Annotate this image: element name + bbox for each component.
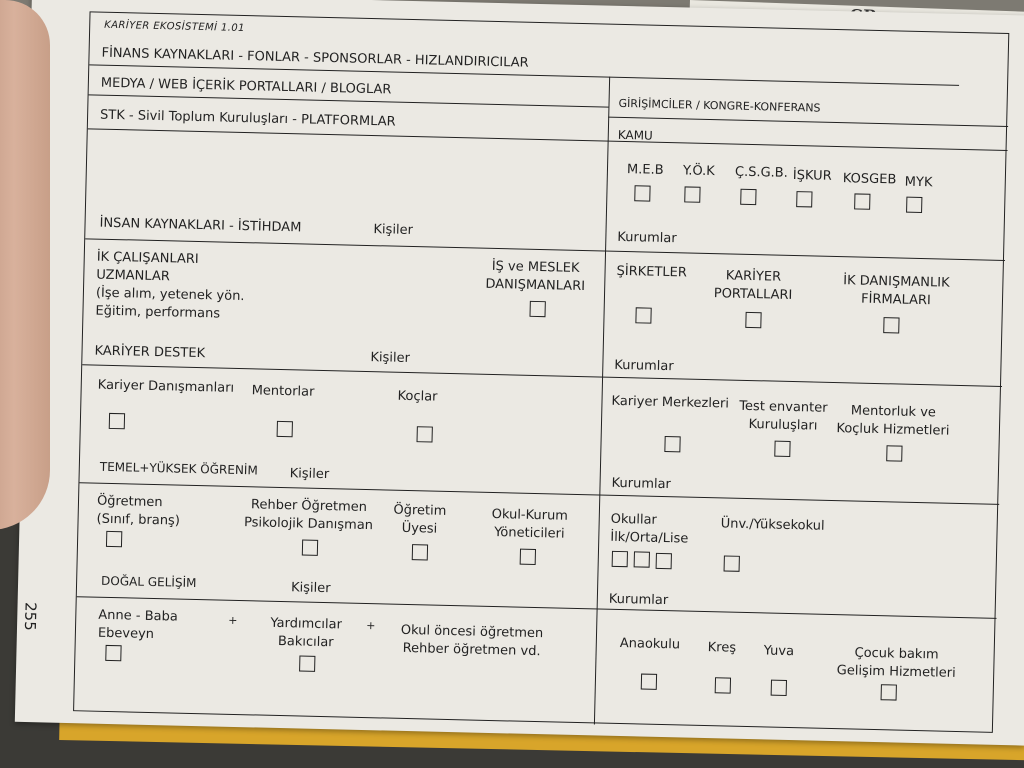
psikolojik-danisman: Psikolojik Danışman xyxy=(243,515,374,534)
checkbox-lise[interactable] xyxy=(656,553,672,569)
is-meslek: İŞ ve MESLEK xyxy=(491,258,580,276)
kamu-csgb: Ç.S.G.B. xyxy=(734,164,788,181)
label-kisiler: Kişiler xyxy=(289,466,330,483)
checkbox-kariyer-portallari[interactable] xyxy=(745,312,761,328)
checkbox-mentorlar[interactable] xyxy=(277,421,293,437)
checkbox-yuva[interactable] xyxy=(771,680,787,696)
label-kisiler: Kişiler xyxy=(290,580,331,597)
checkbox-koclar[interactable] xyxy=(417,426,433,442)
checkbox-okul-kurum[interactable] xyxy=(520,549,536,565)
test-envanter: Test envanter xyxy=(739,398,828,416)
okullar: Okullar xyxy=(610,511,658,528)
yoneticileri: Yöneticileri xyxy=(493,525,565,542)
divider xyxy=(88,128,1008,151)
label-kurumlar: Kurumlar xyxy=(614,357,674,375)
sirketler: ŞİRKETLER xyxy=(616,263,688,281)
ik-uzmanlar: UZMANLAR xyxy=(96,267,171,285)
checkbox-anne-baba[interactable] xyxy=(105,645,121,661)
cocuk-bakim: Çocuk bakım xyxy=(854,645,939,663)
ilk-orta-lise: İlk/Orta/Lise xyxy=(610,529,689,547)
divider xyxy=(79,482,999,505)
checkbox-ik-danismanlik[interactable] xyxy=(883,317,899,333)
plus-sign: + xyxy=(366,619,376,633)
mentorlar: Mentorlar xyxy=(251,383,315,400)
section-dogal-gelisim: DOĞAL GELİŞİM xyxy=(100,573,197,591)
label-kisiler: Kişiler xyxy=(373,222,414,239)
danismanlari: DANIŞMANLARI xyxy=(485,276,586,295)
ik-egitim: Eğitim, performans xyxy=(95,303,221,322)
checkbox-orta[interactable] xyxy=(634,551,650,567)
kamu-meb: M.E.B xyxy=(626,162,664,178)
checkbox-myk[interactable] xyxy=(906,197,922,213)
label-kurumlar: Kurumlar xyxy=(617,229,677,247)
ik-danismanlik: İK DANIŞMANLIK xyxy=(843,273,950,291)
checkbox-kosgeb[interactable] xyxy=(854,193,870,209)
kamu-iskur: İŞKUR xyxy=(792,167,832,184)
checkbox-kres[interactable] xyxy=(715,677,731,693)
plus-sign: + xyxy=(228,613,238,628)
kamu-myk: MYK xyxy=(904,174,933,191)
checkbox-cocuk-bakim[interactable] xyxy=(881,684,897,700)
firmalari: FİRMALARI xyxy=(860,291,932,309)
ebeveyn: Ebeveyn xyxy=(97,625,155,643)
checkbox-universite[interactable] xyxy=(724,555,740,571)
universite: Ünv./Yüksekokul xyxy=(720,516,825,534)
ecosystem-table xyxy=(73,11,1009,732)
checkbox-iskur[interactable] xyxy=(796,191,812,207)
kamu-kosgeb: KOSGEB xyxy=(842,171,897,188)
ik-ise-alim: (İşe alım, yetenek yön. xyxy=(95,285,245,305)
kariyer-danismanlari: Kariyer Danışmanları xyxy=(97,377,235,396)
portallari-label: PORTALLARI xyxy=(713,286,793,303)
divider xyxy=(77,596,997,619)
anaokulu: Anaokulu xyxy=(619,636,681,653)
checkbox-sirketler[interactable] xyxy=(635,307,651,323)
ogretmen: Öğretmen xyxy=(96,493,163,511)
uyesi: Üyesi xyxy=(401,520,438,537)
kariyer-merkezleri: Kariyer Merkezleri xyxy=(611,393,730,412)
checkbox-kariyer-merkezleri[interactable] xyxy=(664,436,680,452)
rehber-ogretmen: Rehber Öğretmen xyxy=(250,497,368,516)
yardimcilar: Yardımcılar xyxy=(270,615,343,633)
kamu-yok: Y.Ö.K xyxy=(682,163,715,180)
row-stk: STK - Sivil Toplum Kuruluşları - PLATFORMLAR xyxy=(99,107,396,130)
label-kurumlar: Kurumlar xyxy=(608,591,669,609)
yuva: Yuva xyxy=(763,643,795,660)
kres: Kreş xyxy=(707,640,737,656)
label-kurumlar: Kurumlar xyxy=(611,475,672,493)
anne-baba: Anne - Baba xyxy=(98,607,178,625)
section-temel-yuksek-ogrenim: TEMEL+YÜKSEK ÖĞRENİM xyxy=(99,459,258,478)
section-insan-kaynaklari: İNSAN KAYNAKLARI - İSTİHDAM xyxy=(99,215,302,236)
checkbox-ogretmen[interactable] xyxy=(106,531,122,547)
checkbox-test-envanter[interactable] xyxy=(774,441,790,457)
checkbox-yardimcilar[interactable] xyxy=(299,655,315,671)
checkbox-is-meslek[interactable] xyxy=(529,301,545,317)
rehber-ogretmen-vd: Rehber öğretmen vd. xyxy=(402,640,541,660)
okul-kurum: Okul-Kurum xyxy=(491,506,569,524)
mentorluk-ve: Mentorluk ve xyxy=(850,403,937,421)
row-kamu: KAMU xyxy=(617,127,653,143)
kariyer-label: KARİYER xyxy=(725,268,782,285)
checkbox-anaokulu[interactable] xyxy=(641,674,657,690)
okul-oncesi-ogretmen: Okul öncesi öğretmen xyxy=(400,622,544,642)
column-divider xyxy=(594,77,610,725)
label-kisiler: Kişiler xyxy=(370,350,411,367)
kocluk-hizmetleri: Koçluk Hizmetleri xyxy=(836,421,950,439)
book-page xyxy=(15,0,1024,746)
thumb xyxy=(0,0,50,530)
checkbox-kariyer-danismanlari[interactable] xyxy=(109,413,125,429)
section-kariyer-destek: KARİYER DESTEK xyxy=(94,343,206,362)
checkbox-yok[interactable] xyxy=(684,186,700,202)
page-number: 255 xyxy=(20,601,40,631)
bakicilar: Bakıcılar xyxy=(277,633,334,651)
kuruluslari: Kuruluşları xyxy=(748,417,818,434)
checkbox-ogretim-uyesi[interactable] xyxy=(412,544,428,560)
ik-calisanlari: İK ÇALIŞANLARI xyxy=(96,249,199,267)
checkbox-meb[interactable] xyxy=(634,185,650,201)
row-girisimciler: GİRİŞİMCİLER / KONGRE-KONFERANS xyxy=(618,96,821,115)
row-medya: MEDYA / WEB İÇERİK PORTALLARI / BLOGLAR xyxy=(100,75,392,98)
row-finans: FİNANS KAYNAKLARI - FONLAR - SPONSORLAR - HIZLANDIRICILAR xyxy=(101,45,529,71)
divider xyxy=(608,117,1008,127)
table-title: KARİYER EKOSİSTEMİ 1.01 xyxy=(104,19,245,35)
checkbox-rehber-ogretmen[interactable] xyxy=(302,540,318,556)
koclar: Koçlar xyxy=(397,388,438,405)
divider xyxy=(85,238,1005,261)
checkbox-csgb[interactable] xyxy=(740,189,756,205)
gelisim-hizmetleri: Gelişim Hizmetleri xyxy=(836,663,956,681)
checkbox-mentorluk[interactable] xyxy=(886,445,902,461)
checkbox-ilk[interactable] xyxy=(612,551,628,567)
sinif-brans: (Sınıf, branş) xyxy=(96,511,181,529)
ogretim: Öğretim xyxy=(393,502,447,519)
